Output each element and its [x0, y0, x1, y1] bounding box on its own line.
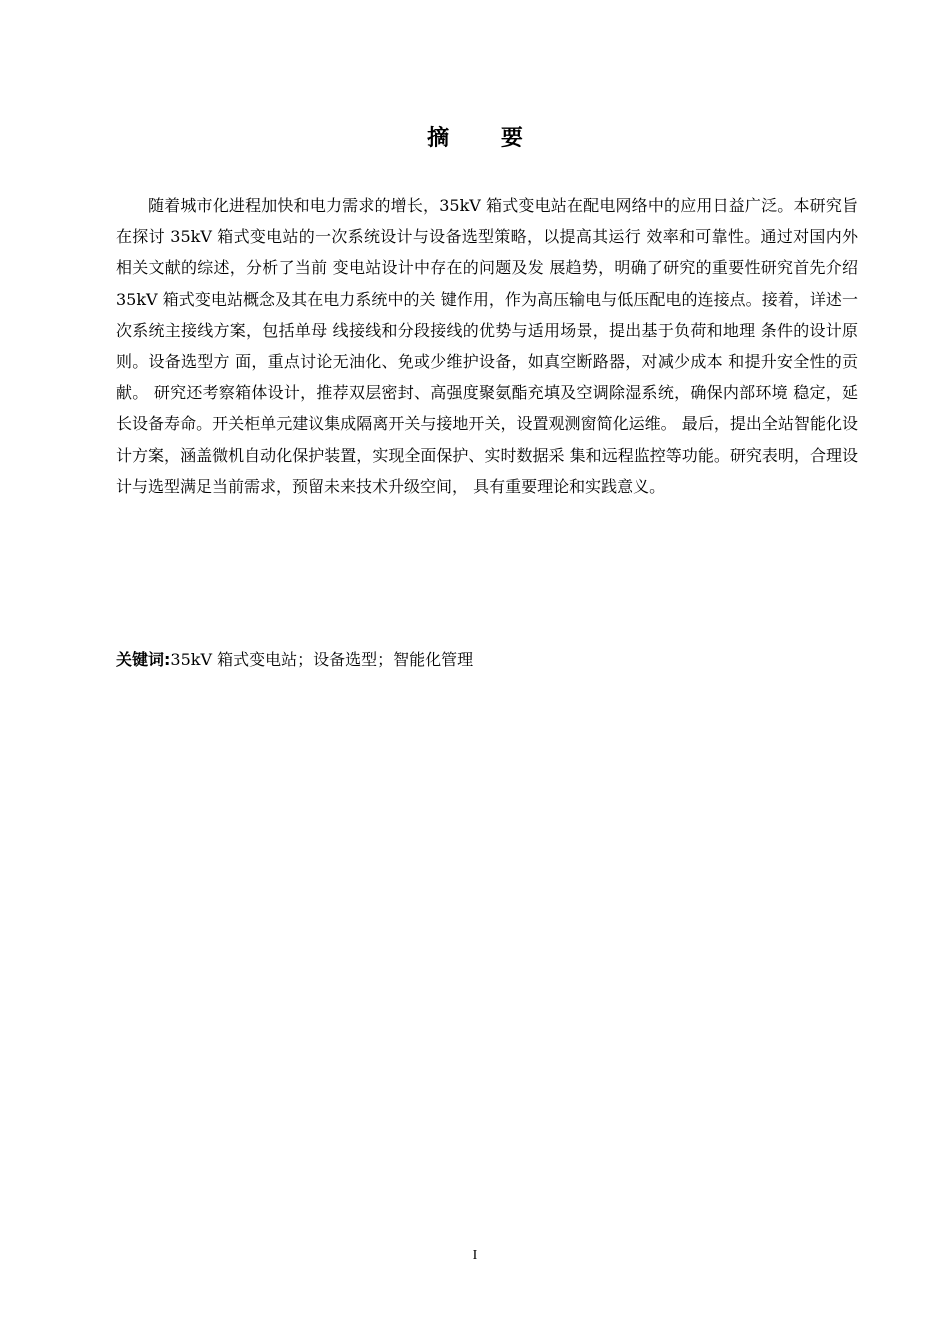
abstract-body: 随着城市化进程加快和电力需求的增长，35kV 箱式变电站在配电网络中的应用日益广泛。本研究旨在探讨 35kV 箱式变电站的一次系统设计与设备选型策略，以提高其运行 效率和可靠性。通过对国内外相关文献的综述，分析了当前 变电站设计中存在的问题及发 展趋势，明确了研究的重要性研究首先介绍 35kV 箱式变电站概念及其在电力系统中的关 键作用，作为高压输电与低压配电的连接点。接着，详述一次系统主接线方案，包括单母 线接线和分段接线的优势与适用场景，提出基于负荷和地理 条件的设计原则。设备选型方 面，重点讨论无油化、免或少维护设备，如真空断路器，对减少成本 和提升安全性的贡献。 研究还考察箱体设计，推荐双层密封、高强度聚氨酯充填及空调除湿系统，确保内部环境 稳定，延长设备寿命。开关柜单元建议集成隔离开关与接地开关，设置观测窗简化运维。 最后，提出全站智能化设计方案，涵盖微机自动化保护装置，实现全面保护、实时数据采 集和远程监控等功能。研究表明，合理设计与选型满足当前需求，预留未来技术升级空间， 具有重要理论和实践意义。 — [116, 196, 858, 496]
page-number: I — [472, 1248, 478, 1263]
keywords-label: 关键词: — [116, 650, 171, 669]
keywords-line — [116, 646, 858, 674]
abstract-title: 摘 要 — [427, 126, 545, 151]
keywords-text: 35kV 箱式变电站；设备选型；智能化管理 — [170, 650, 474, 669]
